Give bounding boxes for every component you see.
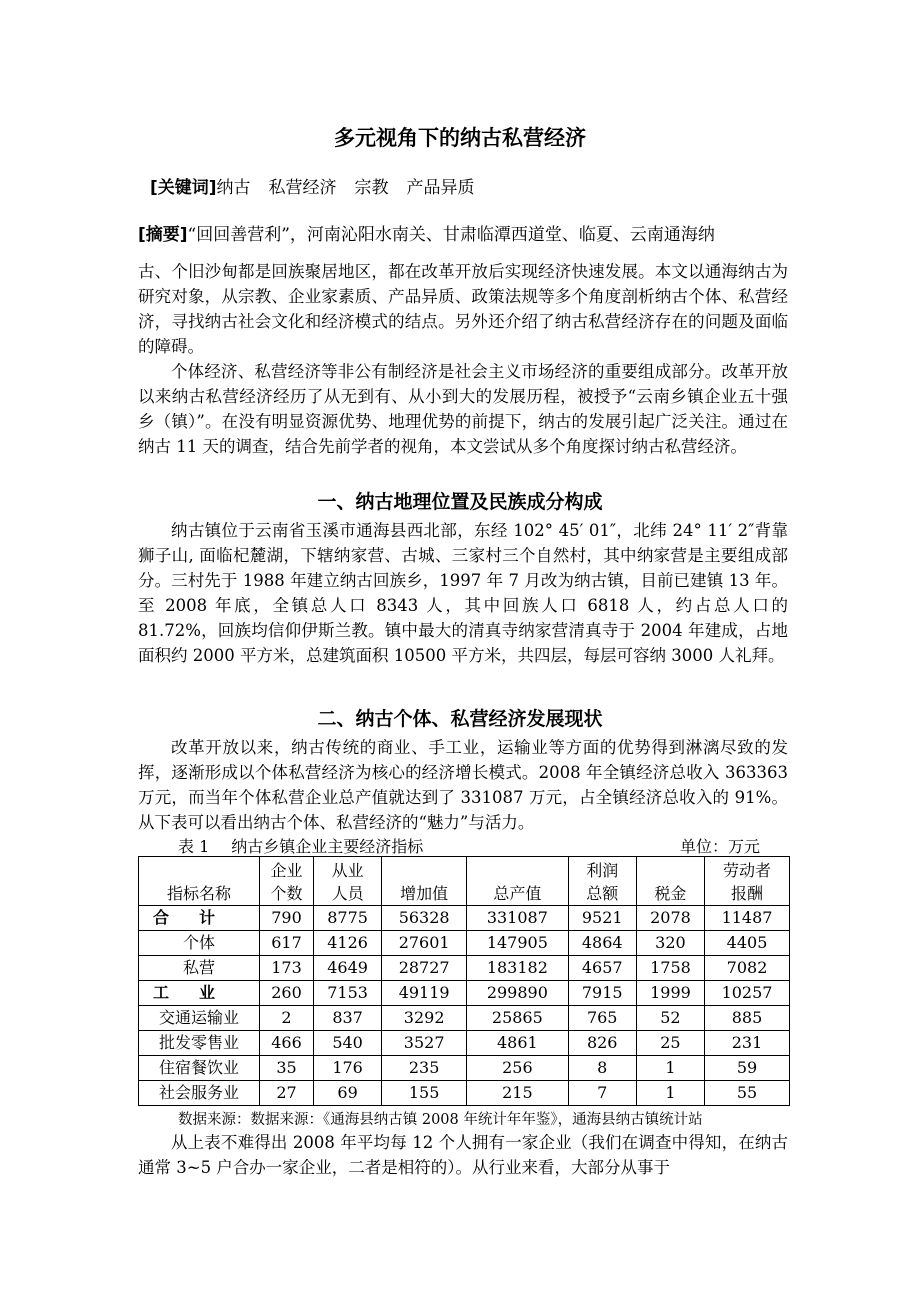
table-cell: 4126 <box>313 931 381 956</box>
keyword-item: 宗教 <box>354 178 389 198</box>
keywords-label: [关键词] <box>150 178 217 198</box>
keywords-line <box>150 173 493 198</box>
row-label <box>139 1056 260 1081</box>
section2-paragraph: 改革开放以来，纳古传统的商业、手工业，运输业等方面的优势得到淋漓尽致的发挥，逐渐形成以个体私营经济为核心的经济增长模式。2008 年全镇经济总收入 363363 万元，而当年个体私营企业总产值就达到了 331087 万元，占全镇经济总收入的 91%。从下表可以看出纳古个体、私营经济的“魅力”与活力。 <box>138 738 788 832</box>
table-cell: 4864 <box>568 931 636 956</box>
row-label-text: 私营 <box>182 958 215 977</box>
table-cell: 7153 <box>313 981 381 1006</box>
header-line: 个数 <box>270 884 303 903</box>
table-row <box>139 1031 790 1056</box>
table-cell: 885 <box>705 1006 790 1031</box>
header-line: 从业 <box>331 861 364 880</box>
table-cell: 28727 <box>382 956 467 981</box>
table-row <box>139 1056 790 1081</box>
table-cell: 173 <box>260 956 314 981</box>
table-cell: 231 <box>705 1031 790 1056</box>
table-source: 数据来源：数据来源：《通海县纳古镇 2008 年统计年年鉴》，通海县纳古镇统计站 <box>178 1112 703 1128</box>
table-caption <box>178 834 445 857</box>
table-header-row <box>139 857 790 906</box>
table-cell: 9521 <box>568 906 636 931</box>
table-cell: 1 <box>636 1081 704 1106</box>
table-row <box>139 1006 790 1031</box>
row-label-text: 合计 <box>152 908 245 927</box>
table-cell: 183182 <box>467 956 569 981</box>
table-header-cell <box>139 857 260 906</box>
table-header-cell <box>568 857 636 906</box>
row-label-text: 个体 <box>182 933 215 952</box>
table-cell: 2078 <box>636 906 704 931</box>
table-cell: 52 <box>636 1006 704 1031</box>
table-cell: 215 <box>467 1081 569 1106</box>
table-row <box>139 906 790 931</box>
table-cell: 4405 <box>705 931 790 956</box>
table-cell: 466 <box>260 1031 314 1056</box>
header-line: 总额 <box>586 884 619 903</box>
row-label-text: 批发零售业 <box>158 1033 239 1052</box>
table-header-cell <box>636 857 704 906</box>
table-cell: 331087 <box>467 906 569 931</box>
table-row <box>139 981 790 1006</box>
intro-paragraph: 个体经济、私营经济等非公有制经济是社会主义市场经济的重要组成部分。改革开放以来纳古私营经济经历了从无到有、从小到大的发展历程，被授予“云南乡镇企业五十强乡（镇）”。在没有明显资源优势、地理优势的前提下，纳古的发展引起广泛关注。通过在纳古 11 天的调查，结合先前学者的视角，本文尝试从多个角度探讨纳古私营经济。 <box>138 362 788 456</box>
table-cell: 540 <box>313 1031 381 1056</box>
table-title: 纳古乡镇企业主要经济指标 <box>231 837 424 856</box>
table-cell: 155 <box>382 1081 467 1106</box>
table-cell: 235 <box>382 1056 467 1081</box>
header-line: 人员 <box>331 884 364 903</box>
row-label <box>139 931 260 956</box>
section1-heading: 一、纳古地理位置及民族成分构成 <box>317 491 603 513</box>
header-line: 增加值 <box>400 884 449 903</box>
table-number: 表 1 <box>178 837 210 856</box>
table-cell: 3527 <box>382 1031 467 1056</box>
header-line: 劳动者 <box>723 861 772 880</box>
header-line: 利润 <box>586 861 619 880</box>
table-cell: 256 <box>467 1056 569 1081</box>
table-cell: 260 <box>260 981 314 1006</box>
table-cell: 299890 <box>467 981 569 1006</box>
row-label-text: 工业 <box>152 983 245 1002</box>
row-label <box>139 906 260 931</box>
table-cell: 7082 <box>705 956 790 981</box>
table-cell: 790 <box>260 906 314 931</box>
table-cell: 147905 <box>467 931 569 956</box>
header-line: 税金 <box>654 884 687 903</box>
section2-heading: 二、纳古个体、私营经济发展现状 <box>317 708 603 730</box>
row-label <box>139 956 260 981</box>
table-cell: 1999 <box>636 981 704 1006</box>
table-cell: 765 <box>568 1006 636 1031</box>
table-cell: 10257 <box>705 981 790 1006</box>
table-cell: 1758 <box>636 956 704 981</box>
table-cell: 25865 <box>467 1006 569 1031</box>
header-line: 报酬 <box>731 884 764 903</box>
table-cell: 55 <box>705 1081 790 1106</box>
row-label <box>139 981 260 1006</box>
table-cell: 8 <box>568 1056 636 1081</box>
table-cell: 4657 <box>568 956 636 981</box>
economic-indicators-table <box>138 856 790 1106</box>
table-header-cell <box>705 857 790 906</box>
page-title: 多元视角下的纳古私营经济 <box>334 126 586 150</box>
table-cell: 176 <box>313 1056 381 1081</box>
table-cell: 617 <box>260 931 314 956</box>
table-header-cell <box>313 857 381 906</box>
abstract-label: [摘要] <box>138 225 188 245</box>
table-cell: 25 <box>636 1031 704 1056</box>
table-row <box>139 956 790 981</box>
table-cell: 3292 <box>382 1006 467 1031</box>
table-cell: 69 <box>313 1081 381 1106</box>
table-cell: 35 <box>260 1056 314 1081</box>
table-header-cell <box>260 857 314 906</box>
table-cell: 59 <box>705 1056 790 1081</box>
row-label <box>139 1081 260 1106</box>
table-cell: 2 <box>260 1006 314 1031</box>
header-line: 企业 <box>270 861 303 880</box>
table-cell: 8775 <box>313 906 381 931</box>
table-cell: 4649 <box>313 956 381 981</box>
abstract-first-line <box>138 222 798 248</box>
header-line: 总产值 <box>493 884 542 903</box>
table-cell: 11487 <box>705 906 790 931</box>
row-label-text: 住宿餐饮业 <box>158 1058 239 1077</box>
table-cell: 1 <box>636 1056 704 1081</box>
table-cell: 4861 <box>467 1031 569 1056</box>
row-label-text: 社会服务业 <box>158 1083 239 1102</box>
table-cell: 7915 <box>568 981 636 1006</box>
keyword-item: 私营经济 <box>268 178 337 198</box>
section1-paragraph: 纳古镇位于云南省玉溪市通海县西北部，东经 102° 45′ 01″，北纬 24° 11′ 2″背靠狮子山, 面临杞麓湖，下辖纳家营、古城、三家村三个自然村，其中纳家营是主要组成部分。三村先于 1988 年建立纳古回族乡，1997 年 7 月改为纳古镇，目前已建镇 13 年。至 2008 年底，全镇总人口 8343 人，其中回族人口 6818 人，约占总人口的 81.72%，回族均信仰伊斯兰教。镇中最大的清真寺纳家营清真寺于 2004 年建成，占地面积约 2000 平方米，总建筑面积 10500 平方米，共四层，每层可容纳 3000 人礼拜。 <box>138 521 788 665</box>
table-cell: 826 <box>568 1031 636 1056</box>
table-cell: 320 <box>636 931 704 956</box>
row-label <box>139 1006 260 1031</box>
row-label-text: 交通运输业 <box>158 1008 239 1027</box>
abstract-line1: “回回善营利”，河南沁阳水南关、甘肃临潭西道堂、临夏、云南通海纳 <box>187 225 715 245</box>
closing-paragraph: 从上表不难得出 2008 年平均每 12 个人拥有一家企业（我们在调查中得知，在纳古通常 3~5 户合办一家企业，二者是相符的）。从行业来看，大部分从事于 <box>138 1133 788 1177</box>
table-row <box>139 931 790 956</box>
table-header-cell <box>382 857 467 906</box>
table-cell: 49119 <box>382 981 467 1006</box>
header-line: 指标名称 <box>166 884 231 903</box>
table-cell: 56328 <box>382 906 467 931</box>
row-label <box>139 1031 260 1056</box>
table-cell: 27601 <box>382 931 467 956</box>
table-row <box>139 1081 790 1106</box>
keyword-item: 产品异质 <box>406 178 475 198</box>
table-cell: 837 <box>313 1006 381 1031</box>
table-header-cell <box>467 857 569 906</box>
table-unit: 单位：万元 <box>680 837 761 856</box>
table-cell: 7 <box>568 1081 636 1106</box>
keyword-item: 纳古 <box>216 178 251 198</box>
table-cell: 27 <box>260 1081 314 1106</box>
abstract-body: 古、个旧沙甸都是回族聚居地区，都在改革开放后实现经济快速发展。本文以通海纳古为研究对象，从宗教、企业家素质、产品异质、政策法规等多个角度剖析纳古个体、私营经济，寻找纳古社会文化和经济模式的结点。另外还介绍了纳古私营经济存在的问题及面临的障碍。 <box>138 262 788 356</box>
